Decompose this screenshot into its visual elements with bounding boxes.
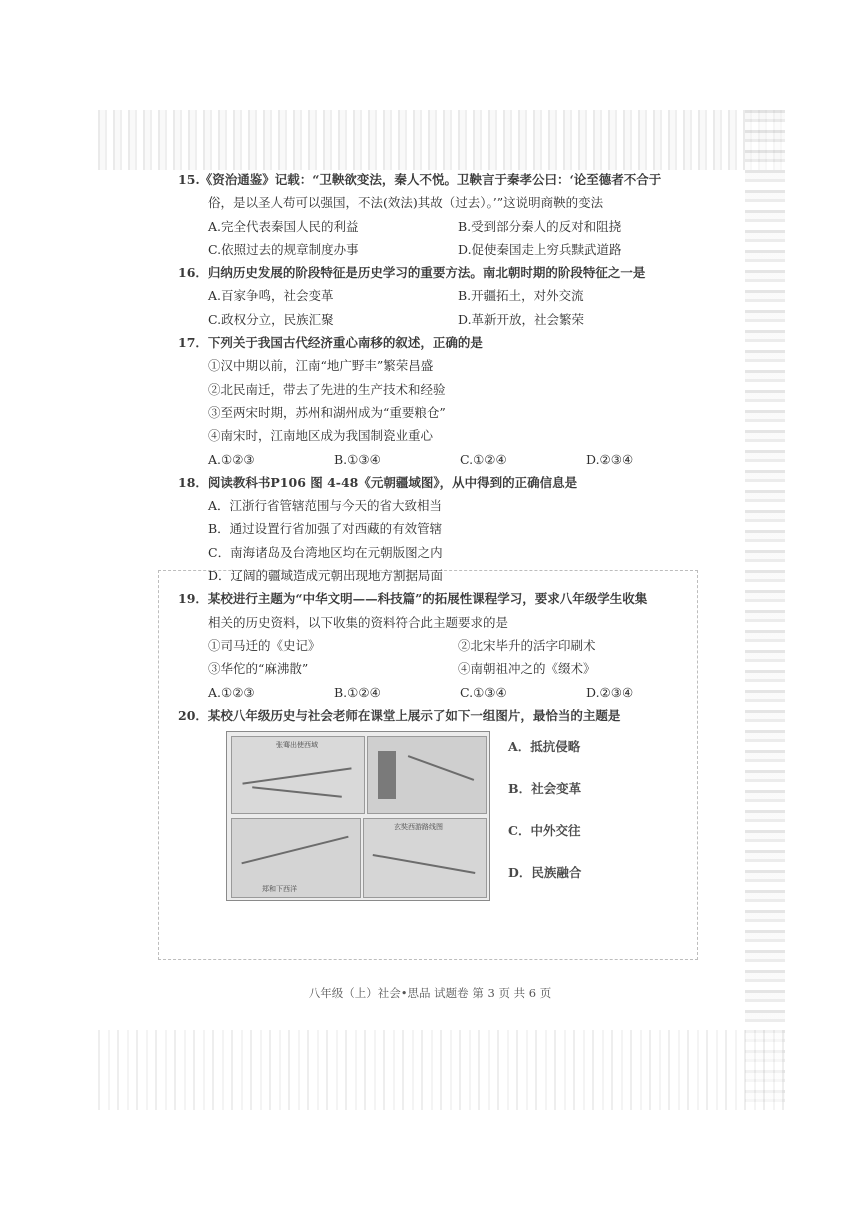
route-line-2 [252, 786, 342, 797]
q20-image-group [226, 731, 490, 901]
q19-statement-3: ③华佗的“麻沸散” [208, 661, 309, 677]
question-19 [178, 587, 718, 703]
route-line-5 [373, 854, 476, 874]
question-15 [178, 168, 718, 261]
question-18 [178, 471, 718, 587]
q18-option-c: C．南海诸岛及台湾地区均在元朝版图之内 [208, 544, 443, 560]
q18-option-b: B．通过设置行省加强了对西藏的有效管辖 [208, 521, 443, 537]
q17-option-c: C.①②④ [460, 451, 507, 467]
scan-noise-top [98, 110, 784, 170]
scan-noise-bottom [98, 1030, 784, 1110]
q19-statements-row1 [178, 634, 718, 657]
q17-statement-3: ③至两宋时期，苏州和湖州成为“重要粮仓” [208, 404, 446, 420]
q19-option-a: A.①②③ [208, 684, 255, 700]
scan-noise-right [745, 110, 785, 1110]
q15-stem-line1: 15.《资治通鉴》记载：“卫鞅欲变法，秦人不悦。卫鞅言于秦孝公曰：‘论至德者不合于 [178, 172, 662, 187]
q17-stem: 17．下列关于我国古代经济重心南移的叙述，正确的是 [178, 335, 483, 351]
q19-option-d: D.②③④ [586, 684, 634, 700]
q15-option-d: D.促使秦国走上穷兵黩武道路 [458, 241, 622, 257]
q16-option-a: A.百家争鸣，社会变革 [208, 288, 334, 304]
q16-stem: 16．归纳历史发展的阶段特征是历史学习的重要方法。南北朝时期的阶段特征之一是 [178, 265, 646, 281]
q17-statement-4: ④南宋时，江南地区成为我国制瓷业重心 [208, 428, 434, 444]
q20-option-c: C．中外交往 [508, 823, 581, 839]
page-footer: 八年级（上）社会•思品 试题卷 第 3 页 共 6 页 [308, 986, 552, 1000]
question-17 [178, 331, 718, 471]
q17-options [178, 448, 718, 471]
q15-options-row1 [178, 215, 718, 238]
q15-option-c: C.依照过去的规章制度办事 [208, 241, 359, 257]
q17-option-a: A.①②③ [208, 451, 255, 467]
map-figure-panel [367, 736, 487, 814]
q20-option-d: D．民族融合 [508, 865, 582, 881]
q18-option-d: D．辽阔的疆域造成元朝出现地方割据局面 [208, 568, 444, 584]
q17-option-b: B.①③④ [334, 451, 381, 467]
q19-options [178, 681, 718, 704]
q15-options-row2 [178, 238, 718, 261]
q15-stem-line2: 俗，是以圣人苟可以强国，不法(效法)其故（过去）。’”这说明商鞅的变法 [208, 195, 604, 211]
q16-options-row2 [178, 308, 718, 331]
q16-options-row1 [178, 284, 718, 307]
q19-statements-row2 [178, 657, 718, 680]
map-caption-silk-road: 张骞出使西域 [276, 741, 318, 750]
q18-option-a: A．江浙行省管辖范围与今天的省大致相当 [208, 498, 443, 514]
q20-options [508, 731, 581, 903]
q19-stem-line2: 相关的历史资料，以下收集的资料符合此主题要求的是 [208, 614, 509, 630]
q16-option-d: D.革新开放，社会繁荣 [458, 311, 585, 327]
q19-option-b: B.①②④ [334, 684, 381, 700]
route-line-1 [242, 767, 351, 784]
q20-body [178, 731, 718, 903]
map-caption-voyage: 郑和下西洋 [262, 885, 297, 894]
route-line-4 [241, 836, 348, 865]
q18-stem: 18．阅读教科书P106 图 4-48《元朝疆域图》，从中得到的正确信息是 [178, 474, 578, 490]
q20-stem: 20．某校八年级历史与社会老师在课堂上展示了如下一组图片，最恰当的主题是 [178, 707, 621, 723]
q16-option-b: B.开疆拓土，对外交流 [458, 288, 584, 304]
q17-statement-2: ②北民南迁，带去了先进的生产技术和经验 [208, 381, 446, 397]
q17-statement-1: ①汉中期以前，江南“地广野丰”繁荣昌盛 [208, 358, 434, 374]
q15-option-b: B.受到部分秦人的反对和阻挠 [458, 218, 622, 234]
q15-option-a: A.完全代表秦国人民的利益 [208, 218, 359, 234]
q17-option-d: D.②③④ [586, 451, 634, 467]
q16-option-c: C.政权分立，民族汇聚 [208, 311, 334, 327]
q20-option-b: B．社会变革 [508, 781, 582, 797]
map-voyage [231, 818, 361, 898]
portrait-figure [378, 751, 396, 799]
q19-statement-4: ④南朝祖冲之的《缀术》 [458, 661, 596, 677]
route-line-3 [408, 755, 474, 781]
q19-stem-line1: 19．某校进行主题为“中华文明——科技篇”的拓展性课程学习，要求八年级学生收集 [178, 591, 648, 607]
q19-option-c: C.①③④ [460, 684, 507, 700]
exam-content [178, 168, 718, 903]
map-caption-xuanzang: 玄奘西游路线图 [394, 823, 443, 832]
map-silk-road [231, 736, 365, 814]
q19-statement-2: ②北宋毕升的活字印刷术 [458, 637, 596, 653]
q19-statement-1: ①司马迁的《史记》 [208, 637, 321, 653]
map-xuanzang [363, 818, 487, 898]
question-16 [178, 261, 718, 331]
question-20 [178, 704, 718, 903]
q20-option-a: A．抵抗侵略 [508, 739, 581, 755]
